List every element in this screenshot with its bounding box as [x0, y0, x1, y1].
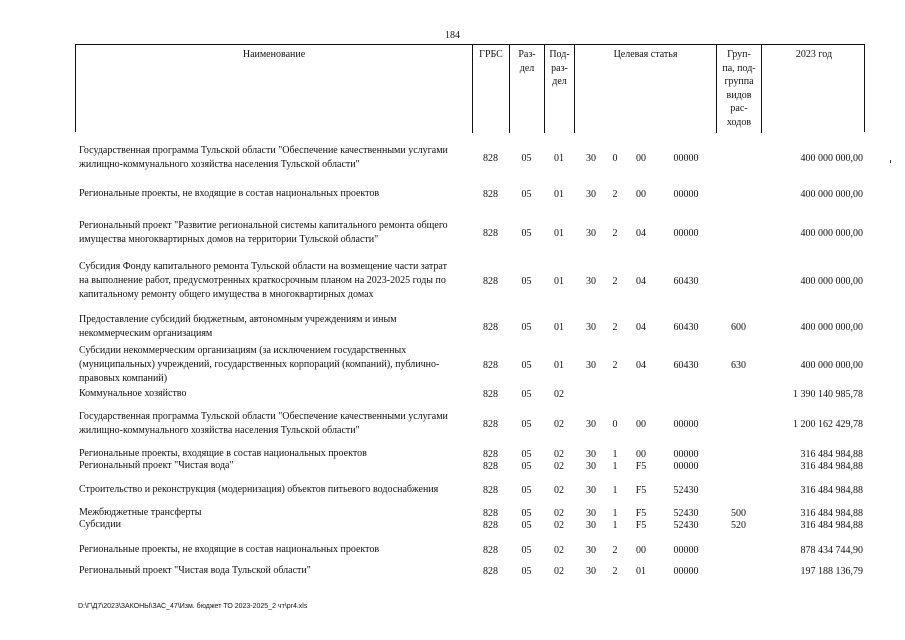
row-t1: [578, 387, 604, 401]
row-group: 500: [731, 507, 746, 519]
row-razdel: 05: [521, 321, 532, 333]
table-row: [75, 313, 865, 341]
row-name: [79, 217, 457, 249]
row-podrazdel: 02: [554, 460, 564, 472]
row-podrazdel: 01: [554, 188, 564, 200]
row-t2: 1: [612, 448, 618, 460]
row-group: [716, 387, 761, 401]
row-podrazdel: 02: [554, 507, 564, 519]
row-razdel: 05: [521, 152, 532, 164]
table-row: [75, 408, 865, 440]
row-t4: 00000: [673, 544, 699, 556]
row-podrazdel: 01: [554, 359, 564, 371]
row-name: [79, 541, 457, 559]
header-podrazdel: Под- раз- дел: [545, 45, 575, 133]
table-row: [75, 344, 865, 386]
row-t3: 00: [636, 152, 646, 164]
row-razdel: 05: [521, 227, 532, 239]
row-name-text: Государственная программа Тульской области "Обеспечение качественными услугами жилищно-коммунального хозяйства населения Тульской области": [79, 411, 448, 436]
row-amount: 316 484 984,88: [800, 519, 863, 531]
row-podrazdel: 01: [554, 227, 564, 239]
row-name-text: Региональный проект "Развитие региональной системы капитального ремонта общего имущества многоквартирных домов на территории Тульской области": [79, 220, 448, 245]
row-name-text: Межбюджетные трансферты: [79, 507, 202, 518]
row-t2: 2: [612, 188, 618, 200]
table-row: [75, 217, 865, 249]
row-name-text: Региональные проекты, не входящие в состав национальных проектов: [79, 188, 380, 199]
row-t3: F5: [635, 484, 647, 496]
row-t2: 2: [612, 321, 618, 333]
row-amount: 400 000 000,00: [800, 321, 863, 333]
row-group: [716, 140, 761, 176]
row-razdel: 05: [521, 507, 532, 519]
row-group: [716, 475, 761, 505]
row-t2: 1: [612, 460, 618, 472]
row-t4: 52430: [673, 484, 699, 496]
row-t4: 60430: [673, 359, 699, 371]
row-t1: 30: [586, 484, 596, 496]
row-t4: 60430: [673, 321, 699, 333]
row-t2: 2: [612, 565, 618, 577]
row-grbs: 828: [483, 507, 498, 519]
row-t4: 00000: [673, 565, 699, 577]
row-t1: 30: [586, 507, 596, 519]
table-row: [75, 253, 865, 309]
row-t2: 0: [612, 418, 618, 430]
row-t3: 00: [636, 544, 646, 556]
row-name: [79, 313, 457, 341]
row-name-text: Субсидии некоммерческим организациям (за исключением государственных (муниципальных) учреждений, государственных корпораций (компаний), публично-правовых компаний): [79, 345, 440, 384]
row-grbs: 828: [483, 448, 498, 460]
row-t1: 30: [586, 188, 596, 200]
row-t1: 30: [586, 448, 596, 460]
row-t4: 00000: [673, 460, 699, 472]
row-amount: 1 200 162 429,78: [793, 418, 863, 430]
row-name: [79, 184, 457, 204]
row-name: [79, 344, 457, 386]
row-podrazdel: 01: [554, 275, 564, 287]
row-grbs: 828: [483, 359, 498, 371]
row-t3: 04: [636, 275, 646, 287]
row-t2: 1: [612, 484, 618, 496]
row-grbs: 828: [483, 544, 498, 556]
row-t1: 30: [586, 152, 596, 164]
row-t1: 30: [586, 321, 596, 333]
row-name: [79, 408, 457, 440]
row-t3: 04: [636, 321, 646, 333]
row-t2: 0: [612, 152, 618, 164]
row-t2: 2: [612, 275, 618, 287]
row-amount: 316 484 984,88: [800, 448, 863, 460]
row-name-text: Предоставление субсидий бюджетным, автономным учреждениям и иным некоммерческим организациям: [79, 314, 397, 339]
row-podrazdel: 02: [554, 448, 564, 460]
header-grbs: ГРБС: [473, 45, 510, 133]
row-group: 630: [731, 359, 746, 371]
row-t4: 00000: [673, 152, 699, 164]
row-t2: 1: [612, 519, 618, 531]
row-t2: 1: [612, 507, 618, 519]
row-name-text: Субсидии: [79, 519, 121, 530]
row-amount: 197 188 136,79: [800, 565, 863, 577]
row-grbs: 828: [483, 418, 498, 430]
row-podrazdel: 02: [554, 418, 564, 430]
row-podrazdel: 01: [554, 152, 564, 164]
row-t4: 60430: [673, 275, 699, 287]
header-name: Наименование: [76, 45, 473, 133]
row-razdel: 05: [521, 275, 532, 287]
row-name: [79, 387, 457, 401]
row-t2: 2: [612, 227, 618, 239]
row-group: [716, 541, 761, 559]
row-grbs: 828: [483, 152, 498, 164]
row-name: [79, 475, 457, 505]
row-razdel: 05: [521, 519, 532, 531]
row-t2: [604, 387, 626, 401]
row-t4: 00000: [673, 188, 699, 200]
row-t3: 00: [636, 188, 646, 200]
row-grbs: 828: [483, 321, 498, 333]
row-grbs: 828: [483, 227, 498, 239]
row-razdel: 05: [521, 418, 532, 430]
row-t2: 2: [612, 544, 618, 556]
row-amount: 316 484 984,88: [800, 460, 863, 472]
row-podrazdel: 01: [554, 321, 564, 333]
row-t1: 30: [586, 565, 596, 577]
row-t4: 00000: [673, 418, 699, 430]
table-row: [75, 562, 865, 580]
table-header: [75, 44, 865, 132]
row-group: [716, 184, 761, 204]
row-name-text: Региональные проекты, не входящие в состав национальных проектов: [79, 544, 380, 555]
row-grbs: 828: [483, 519, 498, 531]
row-podrazdel: 02: [554, 484, 564, 496]
row-group: [716, 448, 761, 460]
table-row: [75, 140, 865, 176]
row-name: [79, 460, 457, 472]
row-t4: 00000: [673, 448, 699, 460]
row-razdel: 05: [521, 448, 532, 460]
row-name: [79, 253, 457, 309]
row-group: [716, 217, 761, 249]
header-year: 2023 год: [795, 49, 833, 60]
row-razdel: 05: [521, 188, 532, 200]
row-razdel: 05: [521, 388, 532, 400]
row-t1: 30: [586, 418, 596, 430]
row-grbs: 828: [483, 565, 498, 577]
page-number: 184: [445, 30, 460, 41]
row-razdel: 05: [521, 565, 532, 577]
row-group: [716, 253, 761, 309]
row-name-text: Строительство и реконструкция (модернизация) объектов питьевого водоснабжения: [79, 484, 439, 495]
row-t3: 00: [636, 448, 646, 460]
table-row: [75, 519, 865, 531]
row-grbs: 828: [483, 188, 498, 200]
row-amount: 400 000 000,00: [800, 152, 863, 164]
table-row: [75, 460, 865, 472]
header-group: Груп- па, под- группа видов рас- ходов: [717, 45, 762, 133]
row-t1: 30: [586, 359, 596, 371]
table-row: [75, 184, 865, 204]
row-amount: 316 484 984,88: [800, 484, 863, 496]
table-row: [75, 507, 865, 519]
row-name-text: Региональный проект "Чистая вода Тульской области": [79, 565, 311, 576]
row-amount: 400 000 000,00: [800, 275, 863, 287]
footer-file-path: D:\Г\Д7\2023\ЗАКОНЫ\ЗАС_47\Изм. бюджет ТО 2023-2025_2 чт\pr4.xls: [78, 603, 308, 610]
row-amount: 400 000 000,00: [800, 188, 863, 200]
row-podrazdel: 02: [554, 544, 564, 556]
row-grbs: 828: [483, 460, 498, 472]
row-podrazdel: 02: [554, 565, 564, 577]
row-amount: 400 000 000,00: [800, 359, 863, 371]
row-t1: 30: [586, 227, 596, 239]
row-t4: 52430: [673, 507, 699, 519]
row-amount: 878 434 744,90: [800, 544, 863, 556]
row-group: [716, 562, 761, 580]
row-name: [79, 507, 457, 519]
table-row: [75, 475, 865, 505]
row-t1: 30: [586, 275, 596, 287]
row-t3: F5: [635, 507, 647, 519]
row-amount: 400 000 000,00: [800, 227, 863, 239]
row-name-text: Субсидия Фонду капитального ремонта Тульской области на возмещение части затрат на выполнение работ, предусмотренных краткосрочным планом на 2023-2025 годы по капитальному ремонту общего имущества в многоквартирных домах: [79, 261, 447, 300]
row-grbs: 828: [483, 484, 498, 496]
row-t1: 30: [586, 460, 596, 472]
row-name: [79, 519, 457, 531]
row-amount: 1 390 140 985,78: [793, 388, 863, 400]
row-grbs: 828: [483, 275, 498, 287]
row-razdel: 05: [521, 359, 532, 371]
row-t3: 01: [636, 565, 646, 577]
row-t1: 30: [586, 544, 596, 556]
row-razdel: 05: [521, 484, 532, 496]
row-group: [716, 408, 761, 440]
table-row: [75, 541, 865, 559]
row-t1: 30: [586, 519, 596, 531]
row-razdel: 05: [521, 544, 532, 556]
row-t4: 52430: [673, 519, 699, 531]
row-amount: 316 484 984,88: [800, 507, 863, 519]
row-t3: [626, 387, 656, 401]
row-t3: 00: [636, 418, 646, 430]
row-group: 520: [731, 519, 746, 531]
row-group: [716, 460, 761, 472]
margin-mark: [890, 160, 891, 163]
row-t4: 00000: [673, 227, 699, 239]
header-razdel: Раз- дел: [510, 45, 545, 133]
table-row: [75, 387, 865, 401]
row-t3: 04: [636, 227, 646, 239]
row-name-text: Региональные проекты, входящие в состав национальных проектов: [79, 448, 367, 459]
row-name-text: Коммунальное хозяйство: [79, 388, 187, 399]
row-name-text: Государственная программа Тульской области "Обеспечение качественными услугами жилищно-коммунального хозяйства населения Тульской области": [79, 145, 448, 170]
row-podrazdel: 02: [554, 388, 564, 400]
row-razdel: 05: [521, 460, 532, 472]
row-name: [79, 562, 457, 580]
row-podrazdel: 02: [554, 519, 564, 531]
row-name-text: Региональный проект "Чистая вода": [79, 460, 234, 471]
header-target: Целевая статья: [575, 45, 717, 133]
row-group: 600: [731, 321, 746, 333]
row-t4: [656, 387, 716, 401]
row-t3: 04: [636, 359, 646, 371]
row-t2: 2: [612, 359, 618, 371]
row-t3: F5: [635, 519, 647, 531]
row-t3: F5: [635, 460, 647, 472]
row-name: [79, 140, 457, 176]
row-grbs: 828: [483, 388, 498, 400]
